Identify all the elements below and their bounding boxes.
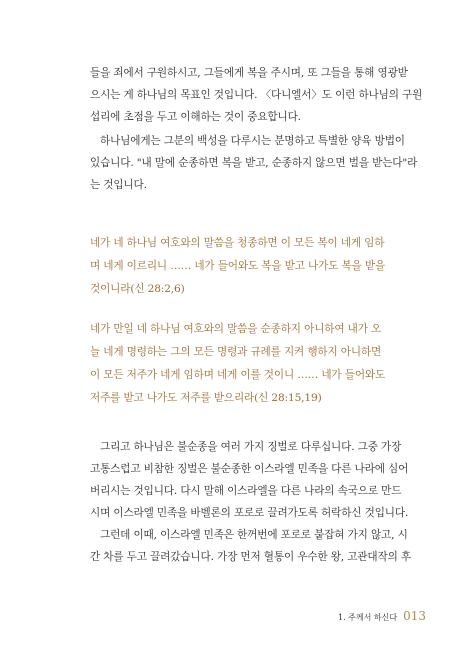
quote-line: 것이니라(신 28:2,6) <box>90 283 185 295</box>
page-footer <box>338 609 426 623</box>
paragraph-3 <box>90 436 409 524</box>
paragraph-2 <box>90 130 418 196</box>
text-line: 간 차를 두고 끌려갔습니다. 가장 먼저 혈통이 우수한 왕, 고관대작의 후 <box>90 551 411 563</box>
paragraph-1 <box>90 62 423 128</box>
text-line: 버리시는 것입니다. 다시 말해 이스라엘을 다른 나라의 속국으로 만드 <box>90 485 402 497</box>
text-line: 으시는 게 하나님의 목표인 것입니다. 〈다니엘서〉도 이런 하나님의 구원 <box>90 89 423 101</box>
quote-line: 네가 만일 네 하나님 여호와의 말씀을 순종하지 아니하여 내가 오 <box>90 323 382 335</box>
text-line: 고통스럽고 비참한 징벌은 불순종한 이스라엘 민족을 다른 나라에 심어 <box>90 463 409 475</box>
text-line: 그리고 하나님은 불순종을 여러 가지 징벌로 다루십니다. 그중 가장 <box>100 441 402 453</box>
scripture-quote-1 <box>90 232 398 301</box>
text-line: 섭리에 초점을 두고 이해하는 것이 중요합니다. <box>90 111 301 123</box>
paragraph-4 <box>90 524 411 568</box>
quote-line: 저주를 받고 나가도 저주를 받으리라(신 28:15,19) <box>90 392 322 404</box>
text-line: 는 것입니다. <box>90 179 147 191</box>
quote-line: 며 네게 이르리니 …… 네가 들어와도 복을 받고 나가도 복을 받을 <box>90 260 386 272</box>
quote-line: 이 모든 저주가 네게 임하며 네게 이를 것이니 …… 네가 들어와도 <box>90 369 386 381</box>
text-line: 있습니다. "내 말에 순종하면 복을 받고, 순종하지 않으면 벌을 받는다"라 <box>90 157 418 169</box>
text-line: 들을 죄에서 구원하시고, 그들에게 복을 주시며, 또 그들을 통해 영광받 <box>90 67 408 79</box>
page-number: 013 <box>403 609 426 623</box>
chapter-title: 1. 주께서 하신다 <box>338 613 398 622</box>
quote-line: 네가 네 하나님 여호와의 말씀을 청종하면 이 모든 복이 네게 임하 <box>90 237 385 249</box>
text-line: 시며 이스라엘 민족을 바벨론의 포로로 끌려가도록 허락하신 것입니다. <box>90 507 409 519</box>
text-line: 그런데 이때, 이스라엘 민족은 한꺼번에 포로로 붙잡혀 가지 않고, 시 <box>100 529 408 541</box>
scripture-quote-2 <box>90 318 398 410</box>
quote-line: 늘 네게 명령하는 그의 모든 명령과 규례를 지켜 행하지 아니하면 <box>90 346 382 358</box>
text-line: 하나님에게는 그분의 백성을 다루시는 분명하고 특별한 양육 방법이 <box>100 135 405 147</box>
